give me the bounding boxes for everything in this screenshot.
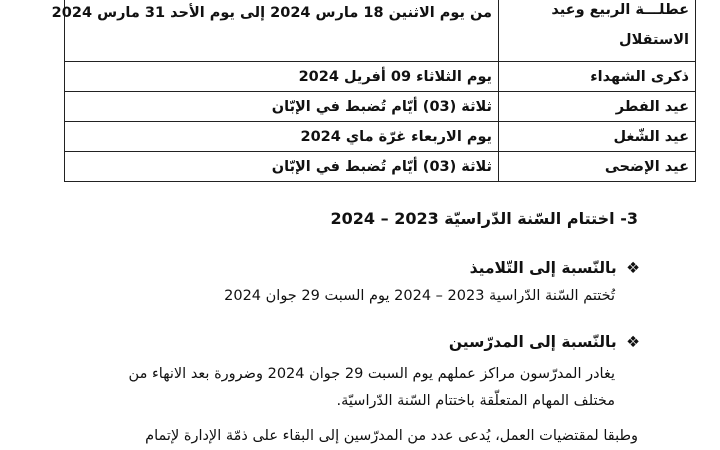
table-row <box>65 0 696 62</box>
holiday-event-cell: ذكرى الشهداء <box>499 62 696 92</box>
holiday-date-cell: من يوم الاثنين 18 مارس 2024 إلى يوم الأحد 31 مارس 2024 <box>65 0 499 62</box>
table-row <box>65 152 696 182</box>
bullet-heading-text: بالنّسبة إلى التّلاميذ <box>469 259 617 277</box>
holiday-event-cell: عيد الفطر <box>499 92 696 122</box>
diamond-bullet-icon: ❖ <box>626 259 640 277</box>
holiday-date-cell: يوم الثلاثاء 09 أفريل 2024 <box>65 62 499 92</box>
holiday-event-cell: عطلـــة الربيع وعيد الاستقلال <box>499 0 696 62</box>
table-row <box>65 62 696 92</box>
table-row <box>65 122 696 152</box>
holiday-event-cell: عيد الإضحى <box>499 152 696 182</box>
holiday-date-cell: ثلاثة (03) أيّام تُضبط في الإبّان <box>65 152 499 182</box>
bullet-heading-teachers <box>449 333 640 351</box>
bullet-heading-pupils <box>470 259 640 277</box>
bullet-heading-text: بالنّسبة إلى المدرّسين <box>448 333 617 351</box>
pupils-paragraph: تُختتم السّنة الدّراسية 2023 – 2024 يوم السبت 29 جوان 2024 <box>224 288 615 304</box>
holiday-table <box>51 0 696 182</box>
holiday-event-cell: عيد الشّغل <box>499 122 696 152</box>
holiday-date-cell: ثلاثة (03) أيّام تُضبط في الإبّان <box>65 92 499 122</box>
diamond-bullet-icon: ❖ <box>626 333 640 351</box>
holiday-date-cell: يوم الاربعاء غرّة ماي 2024 <box>65 122 499 152</box>
teachers-paragraph-line: يغادر المدرّسون مراكز عملهم يوم السبت 29 جوان 2024 وضرورة بعد الانهاء من <box>128 366 615 382</box>
table-row <box>65 92 696 122</box>
teachers-paragraph-line: وطبقا لمقتضيات العمل، يُدعى عدد من المدرّسين إلى البقاء على ذمّة الإدارة لإتمام <box>145 428 638 444</box>
section-title: 3- اختتام السّنة الدّراسيّة 2023 – 2024 <box>330 209 638 228</box>
teachers-paragraph-line: مختلف المهام المتعلّقة باختتام السّنة الدّراسيّة. <box>336 393 615 409</box>
